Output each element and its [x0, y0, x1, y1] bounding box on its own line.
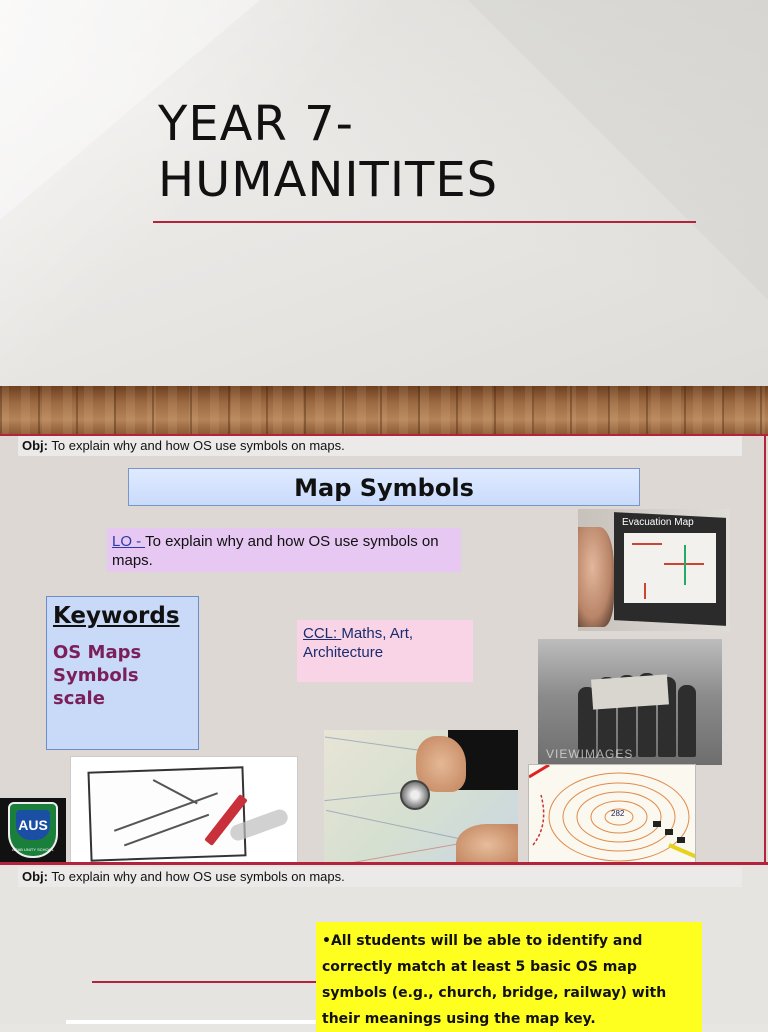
ccl-label: CCL: — [303, 625, 342, 642]
learning-outcome-box: •All students will be able to identify and correctly match at least 5 basic OS map symbols (e.g., church, bridge, railway) with their meanings using the map key. — [316, 922, 702, 1032]
objective-label: Obj: — [22, 438, 48, 453]
contour-height-label: 282 — [611, 809, 625, 818]
map-symbols-slide — [0, 434, 768, 862]
outcomes-slide — [0, 862, 768, 1027]
map-symbols-heading: Map Symbols — [128, 468, 640, 506]
objective-bar — [18, 867, 742, 887]
logo-text: AUS — [16, 810, 50, 840]
slide-title — [158, 96, 718, 208]
slide-border-top — [0, 862, 768, 865]
lo-text: To explain why and how OS use symbols on maps. — [112, 533, 439, 569]
ccl-box — [297, 620, 473, 682]
compass-on-map-photo — [324, 730, 518, 866]
lo-label: LO - — [112, 533, 146, 550]
title-slide — [0, 0, 768, 386]
soldiers-reading-map-photo — [538, 639, 722, 765]
divider-line — [92, 981, 320, 983]
map-sheet — [591, 674, 669, 709]
photo-watermark: VIEWIMAGES — [546, 747, 634, 761]
school-logo — [0, 798, 66, 862]
slide-border-right — [764, 434, 766, 862]
person-face — [578, 527, 614, 627]
shield-icon — [8, 802, 58, 858]
ccl-text: Maths, Art, Architecture — [303, 625, 414, 661]
contour-map-image — [528, 764, 696, 868]
evacuation-map-photo — [578, 509, 730, 631]
keywords-title: Keywords — [53, 603, 180, 629]
keywords-box — [46, 596, 199, 750]
objective-text: To explain why and how OS use symbols on maps. — [48, 869, 345, 884]
keyword-item: scale — [53, 688, 105, 709]
compass-icon — [400, 780, 430, 810]
learning-objective-box — [107, 528, 461, 572]
keyword-item: OS Maps — [53, 642, 142, 663]
title-line-1: YEAR 7- — [158, 96, 354, 152]
keyword-item: Symbols — [53, 665, 139, 686]
evacuation-board-title: Evacuation Map — [622, 517, 694, 528]
logo-subtext: ARAB UNITY SCHOOL — [12, 847, 54, 852]
title-line-2: HUMANITITES — [158, 152, 499, 208]
hand — [456, 824, 518, 866]
objective-bar — [18, 436, 742, 456]
title-divider — [153, 221, 696, 223]
objective-label: Obj: — [22, 869, 48, 884]
objective-text: To explain why and how OS use symbols on maps. — [48, 438, 345, 453]
keywords-list — [53, 641, 192, 710]
floor-plan — [624, 533, 716, 603]
wood-floor-strip — [0, 386, 768, 434]
sketch-map-drawing — [70, 756, 298, 866]
